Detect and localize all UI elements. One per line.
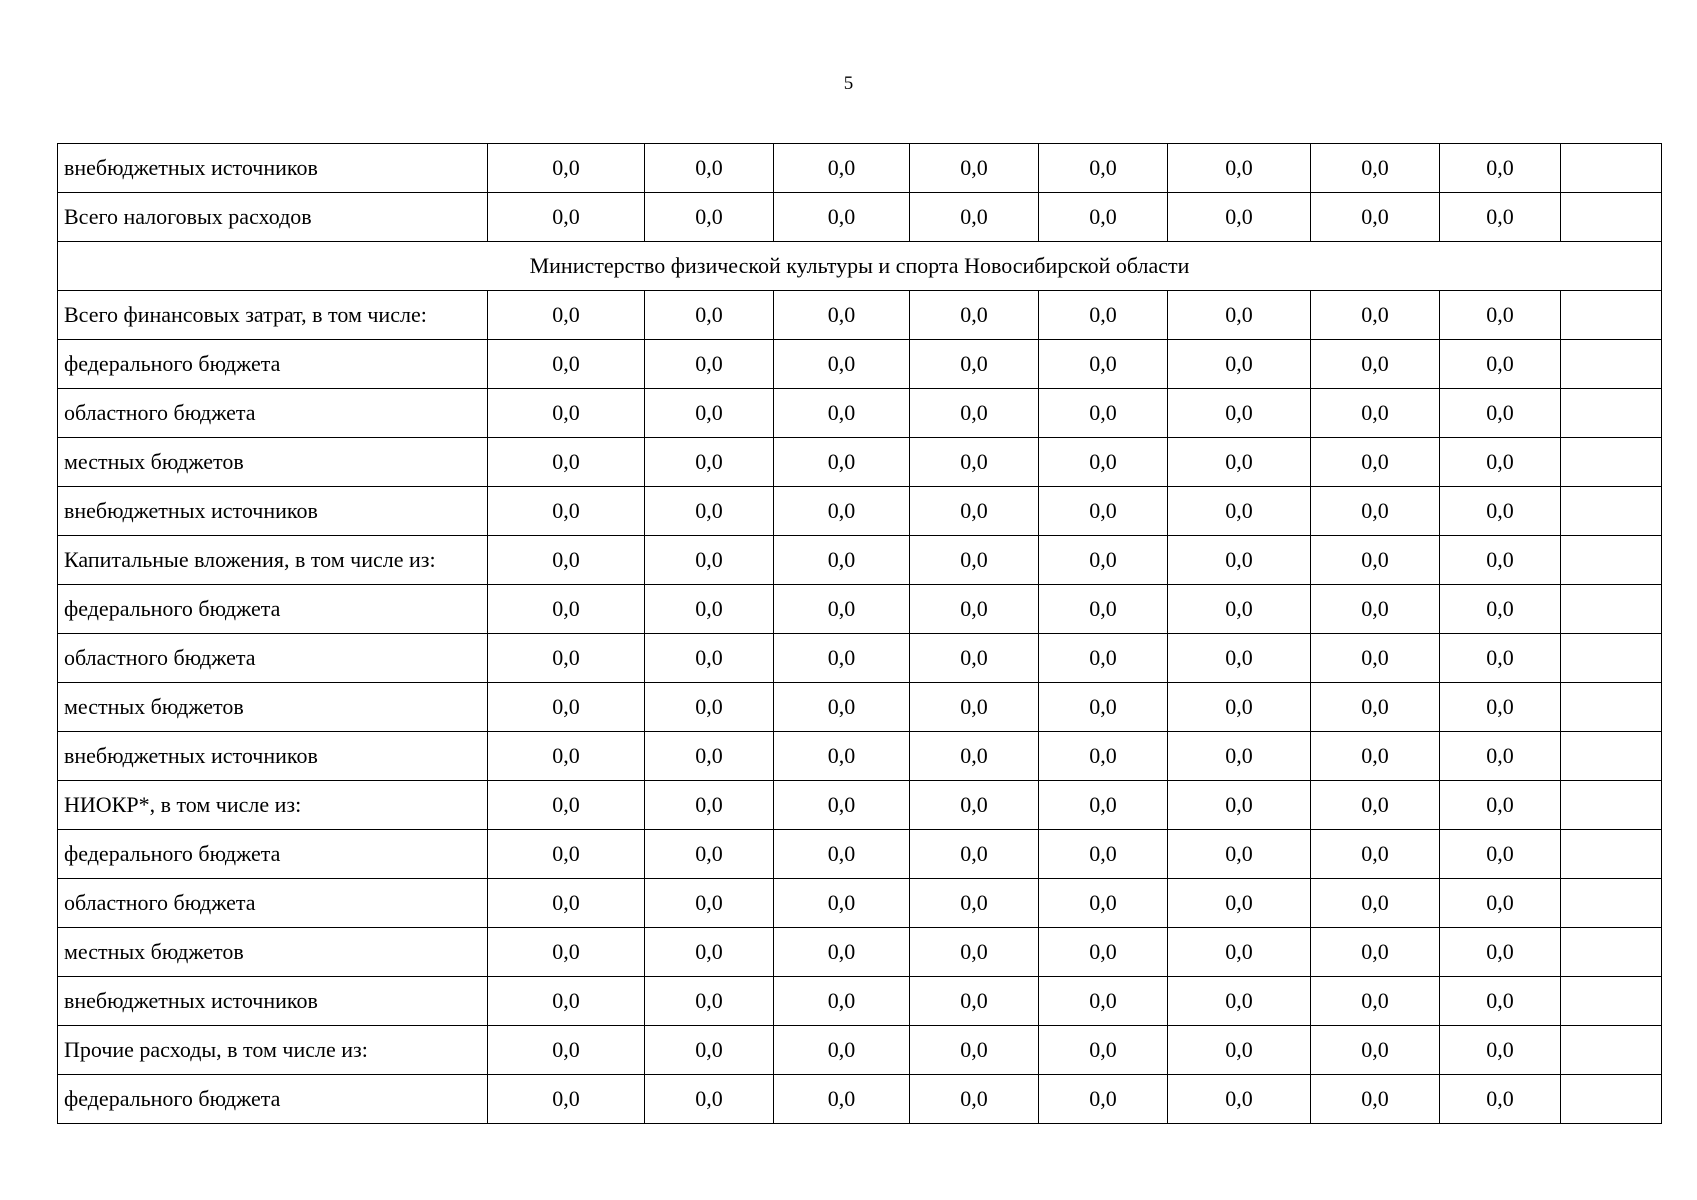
row-label: федерального бюджета <box>58 830 488 879</box>
value-cell: 0,0 <box>774 830 910 879</box>
value-cell: 0,0 <box>1039 389 1168 438</box>
table-row <box>58 683 1662 732</box>
table-row <box>58 1026 1662 1075</box>
value-cell: 0,0 <box>488 683 645 732</box>
row-label: федерального бюджета <box>58 1075 488 1124</box>
value-cell: 0,0 <box>1440 487 1561 536</box>
value-cell: 0,0 <box>910 781 1039 830</box>
value-cell <box>1561 1026 1662 1075</box>
value-cell: 0,0 <box>1168 340 1311 389</box>
table-row <box>58 438 1662 487</box>
row-label: местных бюджетов <box>58 438 488 487</box>
value-cell: 0,0 <box>774 144 910 193</box>
value-cell: 0,0 <box>910 144 1039 193</box>
value-cell: 0,0 <box>910 634 1039 683</box>
value-cell <box>1561 977 1662 1026</box>
value-cell: 0,0 <box>488 193 645 242</box>
value-cell: 0,0 <box>645 830 774 879</box>
value-cell: 0,0 <box>1440 977 1561 1026</box>
value-cell: 0,0 <box>774 438 910 487</box>
value-cell: 0,0 <box>774 536 910 585</box>
value-cell: 0,0 <box>488 732 645 781</box>
value-cell: 0,0 <box>1168 879 1311 928</box>
value-cell: 0,0 <box>1440 193 1561 242</box>
table-row <box>58 536 1662 585</box>
value-cell: 0,0 <box>645 928 774 977</box>
value-cell: 0,0 <box>1440 634 1561 683</box>
value-cell: 0,0 <box>645 732 774 781</box>
value-cell: 0,0 <box>1039 1026 1168 1075</box>
value-cell: 0,0 <box>1039 487 1168 536</box>
value-cell <box>1561 879 1662 928</box>
value-cell: 0,0 <box>774 1075 910 1124</box>
value-cell <box>1561 683 1662 732</box>
value-cell: 0,0 <box>645 585 774 634</box>
section-header-row <box>58 242 1662 291</box>
value-cell: 0,0 <box>1168 732 1311 781</box>
value-cell: 0,0 <box>1039 634 1168 683</box>
value-cell: 0,0 <box>1440 781 1561 830</box>
value-cell: 0,0 <box>488 487 645 536</box>
value-cell: 0,0 <box>645 1026 774 1075</box>
value-cell: 0,0 <box>1168 634 1311 683</box>
row-label: местных бюджетов <box>58 928 488 977</box>
value-cell: 0,0 <box>488 536 645 585</box>
value-cell: 0,0 <box>1168 291 1311 340</box>
value-cell <box>1561 585 1662 634</box>
value-cell: 0,0 <box>488 291 645 340</box>
value-cell: 0,0 <box>1311 438 1440 487</box>
value-cell: 0,0 <box>488 977 645 1026</box>
value-cell: 0,0 <box>645 144 774 193</box>
table-row <box>58 585 1662 634</box>
value-cell: 0,0 <box>1440 1026 1561 1075</box>
value-cell: 0,0 <box>1039 830 1168 879</box>
value-cell: 0,0 <box>488 830 645 879</box>
value-cell: 0,0 <box>1168 585 1311 634</box>
table-row <box>58 732 1662 781</box>
value-cell: 0,0 <box>1311 781 1440 830</box>
value-cell: 0,0 <box>910 1026 1039 1075</box>
value-cell: 0,0 <box>1311 389 1440 438</box>
table-row <box>58 634 1662 683</box>
value-cell: 0,0 <box>1039 928 1168 977</box>
value-cell: 0,0 <box>1440 830 1561 879</box>
value-cell: 0,0 <box>1039 683 1168 732</box>
value-cell: 0,0 <box>1440 144 1561 193</box>
value-cell: 0,0 <box>774 732 910 781</box>
value-cell: 0,0 <box>1440 1075 1561 1124</box>
row-label: Прочие расходы, в том числе из: <box>58 1026 488 1075</box>
value-cell: 0,0 <box>1168 683 1311 732</box>
row-label: Всего налоговых расходов <box>58 193 488 242</box>
value-cell: 0,0 <box>774 977 910 1026</box>
row-label: внебюджетных источников <box>58 144 488 193</box>
value-cell: 0,0 <box>1039 781 1168 830</box>
table-row <box>58 340 1662 389</box>
value-cell: 0,0 <box>1311 830 1440 879</box>
row-label: федерального бюджета <box>58 585 488 634</box>
table-row <box>58 193 1662 242</box>
value-cell: 0,0 <box>774 585 910 634</box>
table-row <box>58 830 1662 879</box>
table-row <box>58 487 1662 536</box>
value-cell: 0,0 <box>645 1075 774 1124</box>
value-cell <box>1561 291 1662 340</box>
value-cell: 0,0 <box>1311 879 1440 928</box>
value-cell: 0,0 <box>488 928 645 977</box>
value-cell: 0,0 <box>910 438 1039 487</box>
table-row <box>58 1075 1662 1124</box>
value-cell: 0,0 <box>1039 732 1168 781</box>
value-cell: 0,0 <box>1440 340 1561 389</box>
row-label: внебюджетных источников <box>58 487 488 536</box>
value-cell: 0,0 <box>488 879 645 928</box>
value-cell: 0,0 <box>1168 977 1311 1026</box>
value-cell: 0,0 <box>1168 1075 1311 1124</box>
value-cell: 0,0 <box>1168 487 1311 536</box>
value-cell: 0,0 <box>910 585 1039 634</box>
value-cell: 0,0 <box>910 830 1039 879</box>
value-cell: 0,0 <box>645 634 774 683</box>
value-cell: 0,0 <box>1311 193 1440 242</box>
value-cell: 0,0 <box>488 1075 645 1124</box>
row-label: областного бюджета <box>58 389 488 438</box>
value-cell: 0,0 <box>1440 536 1561 585</box>
value-cell <box>1561 389 1662 438</box>
value-cell: 0,0 <box>774 634 910 683</box>
value-cell: 0,0 <box>1311 536 1440 585</box>
value-cell: 0,0 <box>910 536 1039 585</box>
value-cell: 0,0 <box>488 634 645 683</box>
value-cell: 0,0 <box>774 291 910 340</box>
value-cell: 0,0 <box>1168 389 1311 438</box>
value-cell: 0,0 <box>1039 536 1168 585</box>
value-cell: 0,0 <box>1039 291 1168 340</box>
value-cell: 0,0 <box>910 879 1039 928</box>
value-cell <box>1561 536 1662 585</box>
value-cell: 0,0 <box>910 1075 1039 1124</box>
value-cell: 0,0 <box>910 193 1039 242</box>
value-cell <box>1561 634 1662 683</box>
table-body <box>58 144 1662 1124</box>
value-cell: 0,0 <box>1039 879 1168 928</box>
value-cell: 0,0 <box>488 1026 645 1075</box>
value-cell: 0,0 <box>774 928 910 977</box>
row-label: внебюджетных источников <box>58 732 488 781</box>
value-cell: 0,0 <box>645 879 774 928</box>
value-cell: 0,0 <box>1039 193 1168 242</box>
value-cell: 0,0 <box>1311 977 1440 1026</box>
value-cell: 0,0 <box>1039 977 1168 1026</box>
value-cell: 0,0 <box>910 928 1039 977</box>
value-cell: 0,0 <box>910 683 1039 732</box>
value-cell: 0,0 <box>1311 634 1440 683</box>
value-cell: 0,0 <box>1168 781 1311 830</box>
value-cell: 0,0 <box>645 291 774 340</box>
value-cell <box>1561 830 1662 879</box>
value-cell: 0,0 <box>1440 683 1561 732</box>
value-cell: 0,0 <box>1311 144 1440 193</box>
row-label: НИОКР*, в том числе из: <box>58 781 488 830</box>
value-cell: 0,0 <box>645 340 774 389</box>
value-cell: 0,0 <box>774 389 910 438</box>
table-row <box>58 781 1662 830</box>
value-cell: 0,0 <box>645 683 774 732</box>
value-cell: 0,0 <box>488 389 645 438</box>
value-cell: 0,0 <box>1311 1026 1440 1075</box>
value-cell: 0,0 <box>1311 340 1440 389</box>
row-label: Всего финансовых затрат, в том числе: <box>58 291 488 340</box>
value-cell: 0,0 <box>1311 683 1440 732</box>
value-cell: 0,0 <box>645 389 774 438</box>
value-cell: 0,0 <box>1440 879 1561 928</box>
value-cell: 0,0 <box>774 340 910 389</box>
value-cell: 0,0 <box>1039 585 1168 634</box>
value-cell <box>1561 732 1662 781</box>
value-cell: 0,0 <box>645 977 774 1026</box>
table-row <box>58 389 1662 438</box>
value-cell: 0,0 <box>1440 291 1561 340</box>
value-cell: 0,0 <box>645 536 774 585</box>
row-label: внебюджетных источников <box>58 977 488 1026</box>
value-cell: 0,0 <box>1440 732 1561 781</box>
value-cell <box>1561 781 1662 830</box>
value-cell: 0,0 <box>774 781 910 830</box>
value-cell: 0,0 <box>1039 340 1168 389</box>
value-cell: 0,0 <box>1440 585 1561 634</box>
value-cell: 0,0 <box>910 487 1039 536</box>
value-cell: 0,0 <box>488 585 645 634</box>
value-cell: 0,0 <box>1311 1075 1440 1124</box>
value-cell: 0,0 <box>1440 389 1561 438</box>
value-cell: 0,0 <box>645 487 774 536</box>
value-cell <box>1561 438 1662 487</box>
value-cell <box>1561 340 1662 389</box>
budget-table <box>57 143 1662 1124</box>
row-label: областного бюджета <box>58 634 488 683</box>
value-cell: 0,0 <box>645 438 774 487</box>
value-cell: 0,0 <box>1168 830 1311 879</box>
value-cell <box>1561 928 1662 977</box>
section-title: Министерство физической культуры и спорта Новосибирской области <box>58 242 1662 291</box>
value-cell: 0,0 <box>774 193 910 242</box>
value-cell: 0,0 <box>645 781 774 830</box>
row-label: областного бюджета <box>58 879 488 928</box>
value-cell <box>1561 487 1662 536</box>
value-cell: 0,0 <box>1039 438 1168 487</box>
value-cell: 0,0 <box>774 487 910 536</box>
value-cell <box>1561 193 1662 242</box>
value-cell: 0,0 <box>910 977 1039 1026</box>
value-cell: 0,0 <box>1039 1075 1168 1124</box>
value-cell: 0,0 <box>774 879 910 928</box>
value-cell: 0,0 <box>1311 585 1440 634</box>
value-cell: 0,0 <box>1440 438 1561 487</box>
row-label: Капитальные вложения, в том числе из: <box>58 536 488 585</box>
value-cell: 0,0 <box>488 144 645 193</box>
value-cell: 0,0 <box>910 340 1039 389</box>
value-cell <box>1561 144 1662 193</box>
value-cell: 0,0 <box>1168 928 1311 977</box>
value-cell: 0,0 <box>1168 193 1311 242</box>
table-row <box>58 928 1662 977</box>
table-row <box>58 144 1662 193</box>
row-label: федерального бюджета <box>58 340 488 389</box>
table-row <box>58 977 1662 1026</box>
row-label: местных бюджетов <box>58 683 488 732</box>
table-row <box>58 879 1662 928</box>
value-cell: 0,0 <box>488 340 645 389</box>
value-cell: 0,0 <box>1168 536 1311 585</box>
value-cell: 0,0 <box>488 781 645 830</box>
value-cell: 0,0 <box>910 732 1039 781</box>
value-cell: 0,0 <box>1039 144 1168 193</box>
value-cell: 0,0 <box>774 683 910 732</box>
value-cell: 0,0 <box>910 291 1039 340</box>
table-row <box>58 291 1662 340</box>
value-cell: 0,0 <box>488 438 645 487</box>
page-number: 5 <box>843 73 854 94</box>
value-cell: 0,0 <box>1168 438 1311 487</box>
value-cell: 0,0 <box>1311 928 1440 977</box>
value-cell: 0,0 <box>774 1026 910 1075</box>
value-cell: 0,0 <box>1440 928 1561 977</box>
value-cell: 0,0 <box>1311 732 1440 781</box>
value-cell: 0,0 <box>645 193 774 242</box>
value-cell: 0,0 <box>1168 144 1311 193</box>
value-cell: 0,0 <box>910 389 1039 438</box>
value-cell: 0,0 <box>1168 1026 1311 1075</box>
value-cell: 0,0 <box>1311 291 1440 340</box>
value-cell: 0,0 <box>1311 487 1440 536</box>
value-cell <box>1561 1075 1662 1124</box>
